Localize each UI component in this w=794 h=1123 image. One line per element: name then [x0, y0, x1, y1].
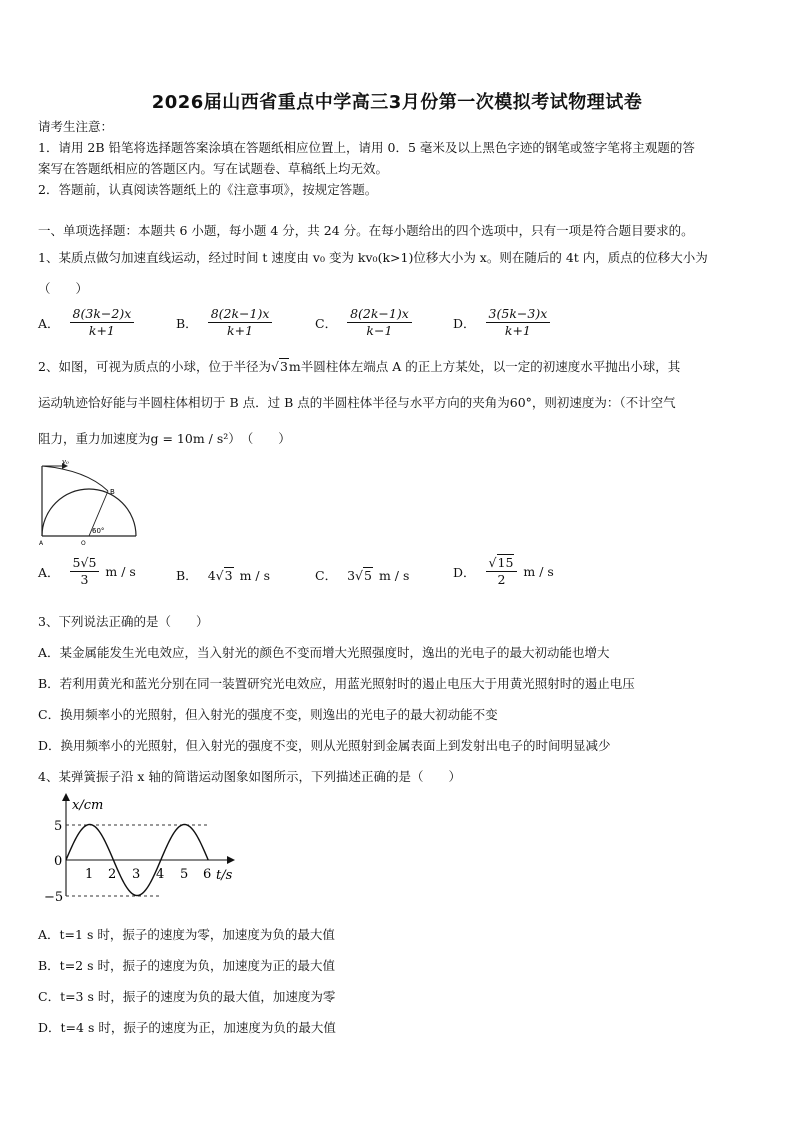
- notice-heading: 请考生注意：: [38, 119, 114, 134]
- radicand: 5: [364, 568, 372, 583]
- q2-stem-line-2: 运动轨迹恰好能与半圆柱体相切于 B 点．过 B 点的半圆柱体半径与水平方向的夹角为60°，则初速度为：（不计空气: [38, 395, 676, 410]
- fraction: [486, 306, 551, 339]
- option-label: D．: [453, 315, 476, 331]
- x-tick-3: 3: [132, 867, 141, 882]
- numerator: 5√5: [70, 555, 100, 572]
- q1-option-b[interactable]: [176, 306, 272, 339]
- x-tick-6: 6: [203, 867, 212, 882]
- denominator: k+1: [88, 323, 115, 338]
- q2-stem-line-3: 阻力，重力加速度为g = 10m / s²） （ ）: [38, 431, 291, 446]
- q3-stem: 3、下列说法正确的是（ ）: [38, 614, 209, 629]
- notice-item-1-line-2: 案写在答题纸相应的答题区内。写在试题卷、草稿纸上均无效。: [38, 161, 389, 176]
- q2-stem-line-1: [38, 359, 680, 375]
- fraction: [70, 555, 100, 588]
- q2-option-b[interactable]: [176, 566, 270, 584]
- unit: m / s: [105, 564, 136, 579]
- q2-option-a[interactable]: [38, 555, 136, 588]
- radicand: 3: [279, 359, 288, 374]
- q3-option-b[interactable]: B．若利用黄光和蓝光分别在同一装置研究光电效应，用蓝光照射时的遏止电压大于用黄光照射时的遏止电压: [38, 676, 635, 691]
- option-label: B．: [176, 568, 198, 583]
- point-a-label: A: [39, 540, 44, 546]
- q4-shm-graph: [40, 792, 250, 910]
- x-arrow: [227, 856, 235, 864]
- y-tick-0: 0: [54, 854, 63, 869]
- numerator: [486, 555, 518, 572]
- unit: m: [288, 359, 301, 374]
- fraction: [208, 306, 273, 339]
- q2-semicylinder-figure: [36, 458, 144, 546]
- q4-option-b[interactable]: B．t=2 s 时，振子的速度为负，加速度为正的最大值: [38, 958, 335, 973]
- y-axis-label: x/cm: [72, 798, 104, 813]
- x-axis-label: t/s: [216, 868, 233, 883]
- q3-option-d[interactable]: D．换用频率小的光照射，但入射光的强度不变，则从光照射到金属表面上到发射出电子的时间明显减少: [38, 738, 611, 753]
- q4-option-a[interactable]: A．t=1 s 时，振子的速度为零，加速度为负的最大值: [38, 927, 335, 942]
- x-tick-4: 4: [156, 867, 165, 882]
- angle-label: 60°: [92, 527, 105, 535]
- denominator: 3: [80, 572, 89, 587]
- denominator: k−1: [366, 323, 393, 338]
- radical-sign: √: [215, 567, 224, 583]
- q4-stem: 4、某弹簧振子沿 x 轴的简谐运动图象如图所示，下列描述正确的是（ ）: [38, 769, 461, 784]
- page-title: 2026届山西省重点中学高三3月份第一次模拟考试物理试卷: [151, 92, 643, 113]
- option-label: B．: [176, 315, 198, 331]
- y-tick-5: 5: [54, 819, 63, 834]
- denominator: k+1: [227, 323, 254, 338]
- point-o-label: O: [81, 540, 86, 546]
- x-tick-1: 1: [85, 867, 94, 882]
- option-label: A．: [38, 564, 60, 580]
- option-label: D．: [453, 564, 476, 580]
- x-tick-2: 2: [108, 867, 117, 882]
- q4-option-c[interactable]: C．t=3 s 时，振子的速度为负的最大值，加速度为零: [38, 989, 336, 1004]
- q1-option-a[interactable]: [38, 306, 134, 339]
- q1-answer-bracket: （ ）: [38, 281, 89, 296]
- point-b-label: B: [110, 488, 115, 496]
- radical-sign: √: [270, 359, 279, 374]
- coefficient: 4: [207, 567, 216, 583]
- option-label: C．: [315, 568, 338, 583]
- fraction: [70, 306, 135, 339]
- option-label: A．: [38, 315, 60, 331]
- unit: m / s: [378, 567, 410, 583]
- x-tick-5: 5: [180, 867, 189, 882]
- q2-stem-part-b: 半圆柱体左端点 A 的正上方某处，以一定的初速度水平抛出小球，其: [300, 359, 681, 374]
- denominator: k+1: [504, 323, 531, 338]
- radicand: 3: [224, 568, 233, 583]
- q4-option-d[interactable]: D．t=4 s 时，振子的速度为正，加速度为负的最大值: [38, 1020, 336, 1035]
- v0-label: v₀: [62, 458, 69, 466]
- radical-sign: √: [488, 555, 497, 570]
- notice-item-1-line-1: 1．请用 2B 铅笔将选择题答案涂填在答题纸相应位置上，请用 0．5 毫米及以上黑色字迹的钢笔或签字笔将主观题的答: [38, 140, 695, 155]
- radical-sign: √: [355, 567, 363, 583]
- q3-option-a[interactable]: A．某金属能发生光电效应，当入射光的颜色不变而增大光照强度时，逸出的光电子的最大初动能也增大: [38, 645, 610, 660]
- q2-stem-part-a: 2、如图，可视为质点的小球，位于半径为: [38, 359, 271, 374]
- q2-option-d[interactable]: [453, 555, 554, 588]
- unit: m / s: [239, 567, 270, 583]
- numerator: 8(2k−1)x: [347, 306, 412, 323]
- q1-option-d[interactable]: [453, 306, 550, 339]
- q1-stem: 1、某质点做匀加速直线运动，经过时间 t 速度由 v₀ 变为 kv₀(k>1)位移大小为 x。则在随后的 4t 内，质点的位移大小为: [38, 250, 708, 265]
- trajectory-curve: [42, 466, 108, 491]
- unit: m / s: [523, 564, 554, 579]
- coefficient: 3: [347, 567, 356, 583]
- fraction: [486, 555, 518, 588]
- q3-option-c[interactable]: C．换用频率小的光照射，但入射光的强度不变，则逸出的光电子的最大初动能不变: [38, 707, 498, 722]
- semicircle: [42, 489, 136, 536]
- numerator: 8(3k−2)x: [70, 306, 135, 323]
- option-label: C．: [315, 315, 338, 331]
- y-tick-neg-5: −5: [44, 890, 64, 905]
- section-heading: 一、单项选择题：本题共 6 小题，每小题 4 分，共 24 分。在每小题给出的四个选项中，只有一项是符合题目要求的。: [38, 223, 694, 238]
- notice-item-2: 2．答题前，认真阅读答题纸上的《注意事项》，按规定答题。: [38, 182, 378, 197]
- y-arrow: [62, 793, 70, 801]
- q2-option-c[interactable]: [315, 566, 409, 584]
- numerator: 3(5k−3)x: [486, 306, 551, 323]
- q1-option-c[interactable]: [315, 306, 412, 339]
- fraction: [347, 306, 412, 339]
- numerator: 8(2k−1)x: [208, 306, 273, 323]
- denominator: 2: [497, 572, 506, 587]
- radicand: 15: [497, 555, 514, 570]
